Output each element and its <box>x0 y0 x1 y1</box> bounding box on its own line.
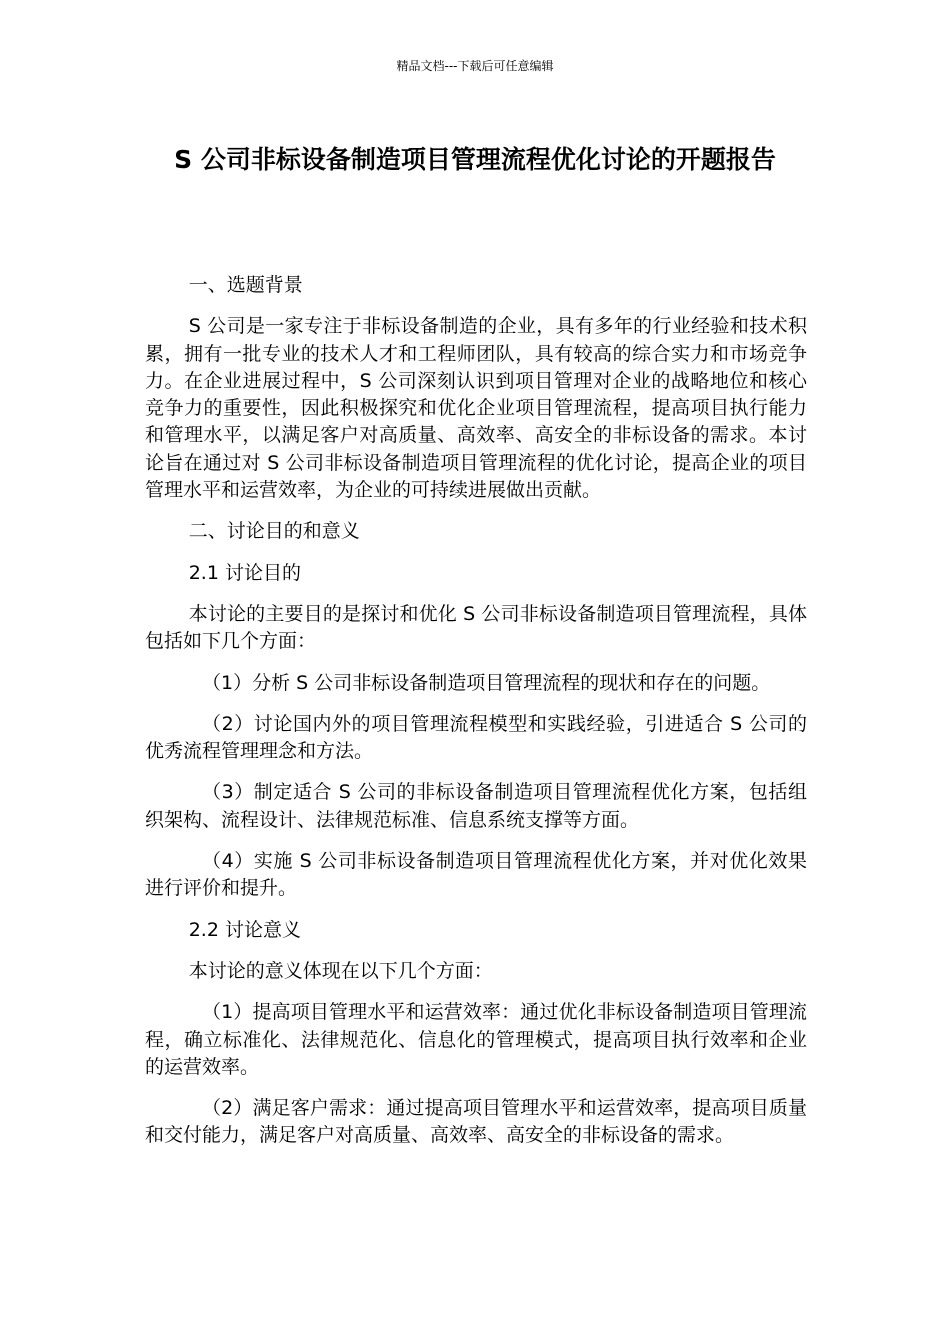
section-heading-background: 一、选题背景 <box>188 274 303 296</box>
paragraph-purpose-intro: 本讨论的主要目的是探讨和优化 S 公司非标设备制造项目管理流程，具体包括如下几个方面： <box>145 602 807 653</box>
list-item-purpose-1: （1）分析 S 公司非标设备制造项目管理流程的现状和存在的问题。 <box>202 671 771 694</box>
paragraph-background: S 公司是一家专注于非标设备制造的企业，具有多年的行业经验和技术积累，拥有一批专业的技术人才和工程师团队，具有较高的综合实力和市场竞争力。在企业进展过程中，S 公司深刻认识到项目管理对企业的战略地位和核心竞争力的重要性，因此积极探究和优化企业项目管理流程，提高项目执行能力和管理水平，以满足客户对高质量、高效率、高安全的非标设备的需求。本讨论旨在通过对 S 公司非标设备制造项目管理流程的优化讨论，提高企业的项目管理水平和运营效率，为企业的可持续进展做出贡献。 <box>145 315 807 502</box>
subsection-heading-significance: 2.2 讨论意义 <box>188 918 301 941</box>
list-item-significance-2: （2）满足客户需求：通过提高项目管理水平和运营效率，提高项目质量和交付能力，满足客户对高质量、高效率、高安全的非标设备的需求。 <box>145 1097 807 1147</box>
list-item-purpose-4: （4）实施 S 公司非标设备制造项目管理流程优化方案，并对优化效果进行评价和提升。 <box>145 850 807 900</box>
subsection-heading-purpose: 2.1 讨论目的 <box>188 561 301 584</box>
document-title: S 公司非标设备制造项目管理流程优化讨论的开题报告 <box>174 145 776 174</box>
list-item-significance-1: （1）提高项目管理水平和运营效率：通过优化非标设备制造项目管理流程，确立标准化、法律规范化、信息化的管理模式，提高项目执行效率和企业的运营效率。 <box>145 1001 807 1078</box>
paragraph-significance-intro: 本讨论的意义体现在以下几个方面： <box>188 959 493 982</box>
document-body <box>145 272 807 1164</box>
list-item-purpose-2: （2）讨论国内外的项目管理流程模型和实践经验，引进适合 S 公司的优秀流程管理理念和方法。 <box>145 712 807 763</box>
section-heading-purpose: 二、讨论目的和意义 <box>188 520 360 543</box>
list-item-purpose-3: （3）制定适合 S 公司的非标设备制造项目管理流程优化方案，包括组织架构、流程设计、法律规范标准、信息系统支撑等方面。 <box>145 781 807 831</box>
header-note: 精品文档---下载后可任意编辑 <box>396 59 554 73</box>
